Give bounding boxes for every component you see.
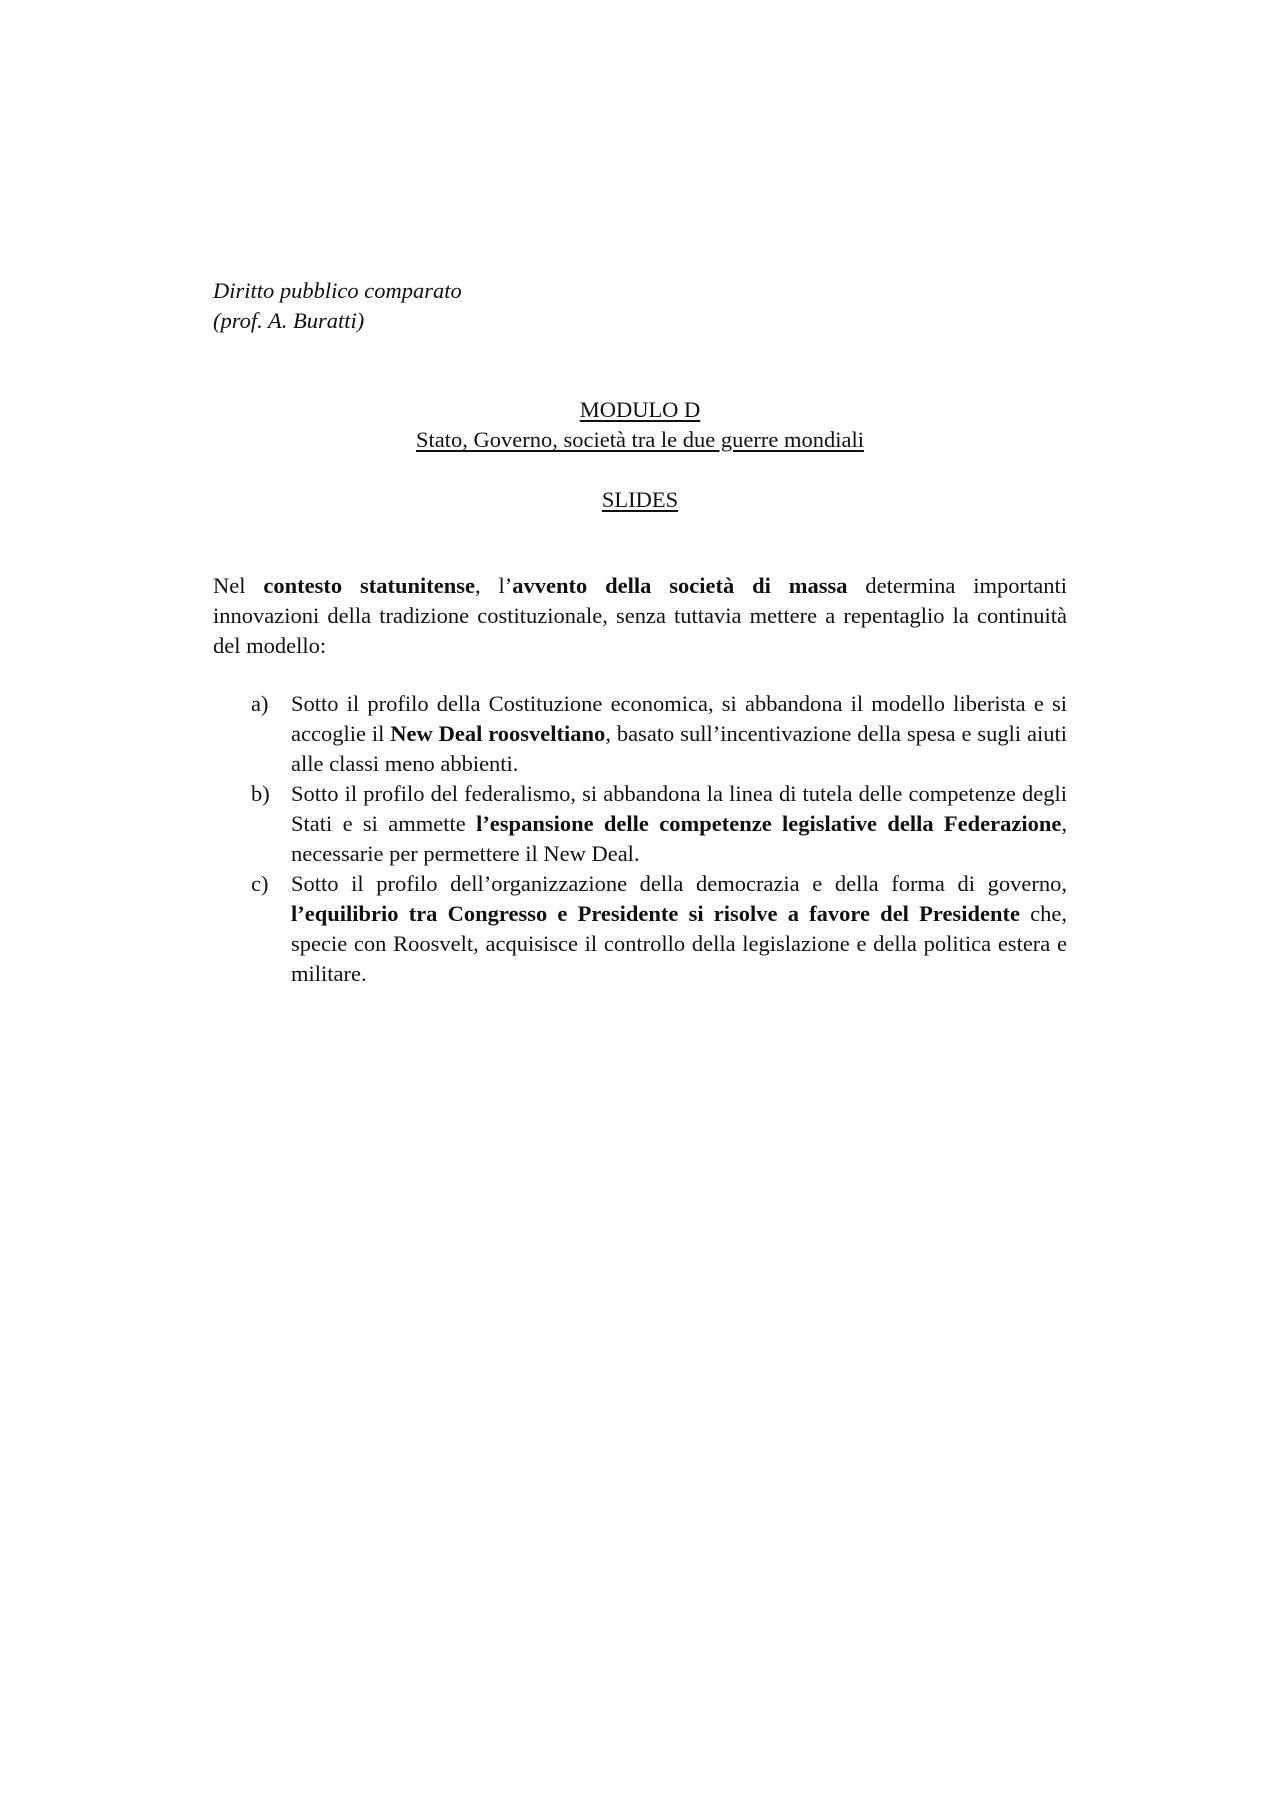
professor-name: (prof. A. Buratti) [213, 308, 365, 333]
item-text-1: Sotto il profilo dell’organizzazione della democrazia e della forma di governo, [291, 871, 1067, 896]
item-text-1: Sotto il profilo della Costituzione economica, si abbandona il modello liberista e si accoglie il [291, 691, 1067, 746]
item-text-1: Sotto il profilo del federalismo, si abbandona la linea di tutela delle competenze degli Stati e si ammette [291, 781, 1067, 836]
item-text-2: , necessarie per permettere il New Deal. [291, 811, 1068, 866]
intro-paragraph [213, 571, 1067, 661]
list-marker: b) [251, 781, 270, 806]
course-header [213, 276, 462, 336]
item-bold: l’espansione delle competenze legislative della Federazione [476, 811, 1062, 836]
slides-heading: SLIDES [601, 487, 679, 512]
module-subtitle: Stato, Governo, società tra le due guerre mondiali [416, 427, 864, 452]
item-bold: l’equilibrio tra Congresso e Presidente si risolve a favore del Presidente [291, 901, 1020, 926]
intro-text-1: Nel [213, 573, 264, 598]
module-title: MODULO D [579, 397, 701, 422]
title-block [213, 395, 1067, 515]
list-item [213, 779, 1067, 869]
points-list [213, 689, 1067, 989]
item-bold: New Deal roosveltiano [390, 721, 606, 746]
list-item [213, 869, 1067, 989]
intro-bold-2: avvento della società di massa [512, 573, 848, 598]
list-item [213, 689, 1067, 779]
intro-text-2: , l’ [475, 573, 513, 598]
item-text-2: , basato sull’incentivazione della spesa e sugli aiuti alle classi meno abbienti. [291, 721, 1067, 776]
intro-bold-1: contesto statunitense [263, 573, 475, 598]
list-marker: a) [251, 691, 269, 716]
list-marker: c) [251, 871, 269, 896]
course-title: Diritto pubblico comparato [213, 278, 462, 303]
intro-text-3: determina importanti innovazioni della tradizione costituzionale, senza tuttavia mettere a repentaglio la continuità del modello: [213, 573, 1067, 658]
item-text-2: che, specie con Roosvelt, acquisisce il controllo della legislazione e della politica estera e militare. [291, 901, 1067, 986]
